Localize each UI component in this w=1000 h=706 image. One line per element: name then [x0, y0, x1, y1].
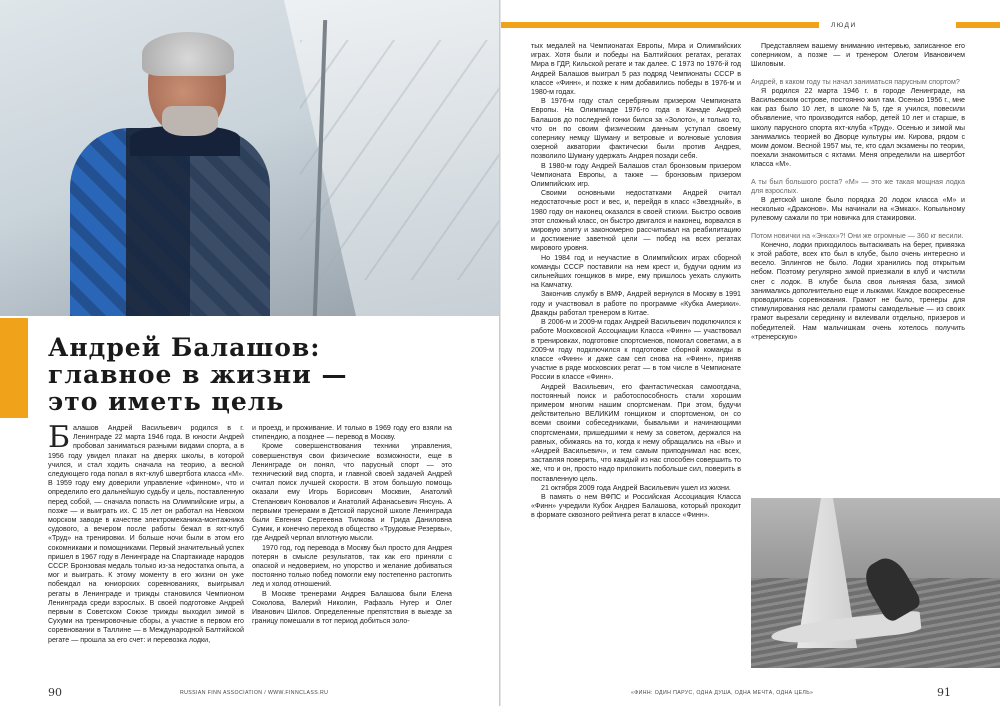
drop-cap: Б [48, 424, 71, 455]
paragraph: алашов Андрей Васильевич родился в г. Ленинграде 22 марта 1946 года. В юности Андрей пробовал заниматься разными видами спорта, а в 1956 году увидел плакат на дверях школы, в которой учился, и стал ходить сначала на теорию, а весной следующего года попал в яхт-клуб швертбота класса «М». В 1959 году ему доверили управление «финном», что и определило его дальнейшую судьбу и цель, поставленную перед собой, — сначала попасть на Олимпийские игры, а позже — и выиграть их. С 15 лет он работал на Невском морском заводе в качестве электромеханика-монтажника судового, а вечером после работы бежал в яхт-клуб «Труд» на тренировки. И больше ночи были в этом его сокомниками и помощниками. Первый значительный успех пришел в 1967 году в Ленинграде на Спартакиаде народов СССР. Бронзовая медаль только из-за недостатка опыта, а мог и выиграть. К этому моменту в его жизни он уже побеждал на юниорских соревнованиях, выигрывал регаты в Ленинграде и трижды становился Чемпионом Ленинграда среди взрослых. В своей подготовке Андрей первым в Советском Союзе трижды выходил зимой в Сухуми на тренировочные сборы, а участие в первом его соревновании в Таллине — в Международной Балтийской регате — прошла за его счет: и перевозка лодки, [48, 424, 244, 644]
paragraph: Закончив службу в ВМФ, Андрей вернулся в Москву в 1991 году и участвовал в работе по программе «Кубка Америки». Дважды работал тренером в Китае. [531, 290, 741, 317]
section-label: ЛЮДИ [831, 22, 857, 29]
page-number-right: 91 [937, 686, 951, 699]
left-page [0, 0, 499, 706]
paragraph: и проезд, и проживание. И только в 1969 году его взяли на стипендию, а позднее — перевод в Москву. [252, 424, 452, 442]
title-accent-bar [0, 318, 28, 418]
paragraph: 21 октября 2009 года Андрей Васильевич ушел из жизни. [541, 483, 731, 492]
beard [162, 106, 218, 136]
sailing-photo [751, 498, 1000, 668]
answer-3: Конечно, лодки приходилось вытаскивать на берег, привязка к этой работе, всех кто был в клубе, было очень интересно и весело. Эллингов не было. Лодки хранились под открытым небом. Поэтому регулярно зимой приезжали в клуб и чистили снег с лодок. В клубе была своя льняная база, зимой занимались дополнительно еще и лыжами. Каждое воскресенье проводились соревнования. Грамот не было, тренеры для стимулирования нас делали грамоты самодельные — из своих грамот вырезали серединку и вклеивали отдельно, призеров и победителей. Нам мальчишкам очень хотелось получить «тренерскую» [751, 240, 965, 341]
title-line-1: Андрей Балашов: [48, 333, 321, 362]
question-1: Андрей, в каком году ты начал заниматься парусным спортом? [751, 77, 960, 86]
title-line-3: это иметь цель [48, 387, 285, 416]
right-page [501, 0, 1000, 706]
left-column-1 [48, 424, 244, 680]
paragraph: В память о нем ВФПС и Российская Ассоциация Класса «Финн» учредили Кубок Андрея Балашова, который проходит в формате сквозного рейтинга регат в классе «Финн». [531, 492, 741, 520]
left-column-2 [252, 424, 452, 680]
paragraph: В 2006-м и 2009-м годах Андрей Васильевич подключился к работе Московской Ассоциации Класса «Финн» — участвовал в тренировках, подготовке спортсменов, помогал советами, а в 2009-м году подключился к подготовке сборной команды в классе «Финн» и даже сам сел снова на «Финн», приняв участие в ряде московских регат — в том числе в Чемпионате России в классе «Финн». [531, 318, 741, 382]
paragraph: В Москве тренерами Андрея Балашова были Елена Соколова, Валерий Николин, Рафаэль Нугер и Олег Иванович Шилов. Определенные препятствия в выезде за границу помешали в тот период добиться золо- [252, 589, 452, 626]
paragraph: 1970 год, год перевода в Москву был просто для Андрея потерян в смысле результатов, так как его приняли с опаской и недоверием, но упорство и желание добиваться постоянно только побед помогли ему постепенно растопить лед и холод отношений. [252, 543, 452, 589]
paragraph: Андрей Васильевич, его фантастическая самоотдача, постоянный поиск и работоспособность стали хорошим примером многим нашим спортсменам. При этом, будучи действительно ВЕЛИКИМ гонщиком и спортсменом, он со всеми своими собеседниками, бывалыми и начинающими спортсменами, пришедшими к нему за советом, держался на равных, обижаясь на то, когда к нему обращались на «Вы» и «Андрей Васильевич», и тем самым приподнимал нас всех, заставляя поверить, что каждый из нас способен совершить то же, что и он, просто надо приложить побольше сил, поверить в поставленную цель. [531, 382, 741, 483]
interview-intro: Представляем вашему вниманию интервью, записанное его соперником, а позже — и тренером Олегом Ивановичем Шиловым. [751, 42, 965, 69]
portrait-person [70, 18, 270, 316]
paragraph: В 1976-м году стал серебряным призером Чемпионата Европы. На Олимпиаде 1976-го года в Канаде Андрей Балашов до последней гонки бился за «Золото», и только то, что он по своим физическим данным уступал своему сопернику немцу Шуману и ветровые и волновые условия озерной акватории фактически были против Андрея, позволило Шуману удержать Андрея позади себя. [531, 97, 741, 161]
article-title [48, 334, 488, 415]
hair [142, 32, 234, 76]
header-bar-right [956, 22, 1000, 28]
header-bar-left [501, 22, 819, 28]
footer-left: RUSSIAN FINN ASSOCIATION / WWW.FINNCLASS.RU [180, 690, 329, 696]
paragraph: Кроме совершенствования техники управления, совершенствуя свои физические возможности, еще в Ленинграде он понял, что парусный спорт — это технический вид спорта, и главной своей задачей Андрей считал поиск лучшей скорости. В этом большую помощь оказали ему Игорь Борисович Москвин, Анатолий Степанович Коновалов и Анатолий Афанасьевич Янсунь. А первыми тренерами в Детской парусной школе Ленинграда были Евгения Сергеевна Тилкова и Грида Даниловна Сумик, и конечно переход в общество «Трудовые Резервы», где Андрей черпал вплотную мысли. [252, 442, 452, 543]
title-line-2: главное в жизни — [48, 360, 348, 389]
sail-seams [300, 40, 499, 280]
answer-1: Я родился 22 марта 1946 г. в городе Ленинграде, на Васильевском острове, постоянно жил там. Осенью 1956 г., мне как раз было 10 лет, в школе №5, где я учился, повесили объявление, что производится набор, детей 10 лет и старше, в школу парусного спорта яхт-клуба «Труд». Осенью и зимой мы занимались теорией во Дворце культуры им. Кирова, рядом с моим домом. Весной 1957 мы, те, кто сдал экзамены по теории, поехали знакомиться с яхтами. Меня определили на швертбот класса «М». [751, 86, 965, 169]
paragraph: тых медалей на Чемпионатах Европы, Мира и Олимпийских играх. Хотя были и победы на Балтийских регатах, регатах Мира в ГДР, Кильской регате и так далее. С 1973 по 1976-й год Андрей Балашов выиграл 5 раз подряд Чемпионаты СССР в классе «Финн», и позже к ним добавились победы в 1976-м и 1980-м годах. [531, 42, 741, 97]
portrait-photo [0, 0, 499, 316]
page-number-left: 90 [48, 686, 62, 699]
footer-right: «ФИНН: ОДИН ПАРУС, ОДНА ДУША, ОДНА МЕЧТА, ОДНА ЦЕЛЬ» [631, 690, 814, 696]
question-2: А ты был большого роста? «М» — это же такая мощная лодка для взрослых. [751, 177, 965, 195]
paragraph: Но 1984 год и неучастие в Олимпийских играх сборной команды СССР поставили на нем крест и, будучи одним из сильнейших гонщиков в мире, ему пришлось уехать служить на Камчатку. [531, 253, 741, 290]
right-column-1 [531, 42, 741, 677]
paragraph: В 1980-м году Андрей Балашов стал бронзовым призером Чемпионата Европы, а также — бронзовым призером Олимпийских игр. [531, 161, 741, 189]
jacket [70, 128, 270, 316]
right-column-2 [751, 42, 965, 490]
question-3: Потом новички на «Энках»?! Они же огромные — 360 кг весили. [751, 231, 964, 240]
answer-2: В детской школе было порядка 20 лодок класса «М» и несколько «Драконов». Мы начинали на «Эмках». Копыльному рулевому сажали по три новичка для стажировки. [751, 196, 965, 223]
paragraph: Своими основными недостатками Андрей считал недостаточные рост и вес, и, перейдя в класс «Звездный», в 1980 году он наконец оказался в своей стихии. Быстро освоив этот сложный класс, он быстро двигался и наконец, ворвался в мировую элиту и закономерно рассчитывал на реабилитацию и достижение заветной цели — побед на всех регатах мирового уровня. [531, 189, 741, 253]
